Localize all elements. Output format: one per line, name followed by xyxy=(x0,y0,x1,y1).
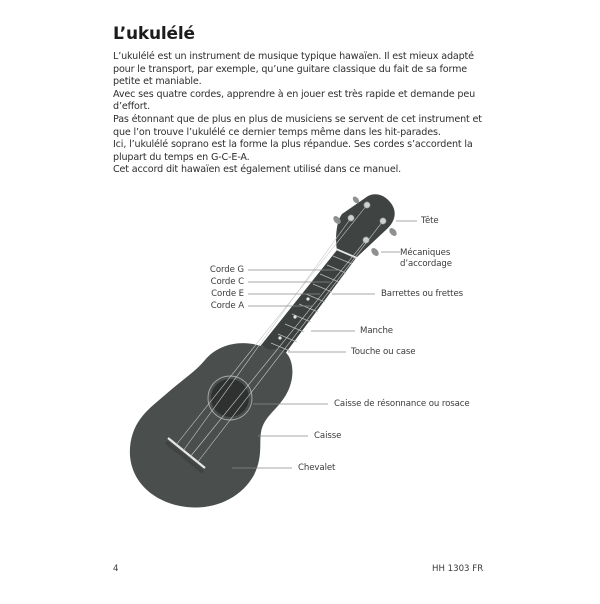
paragraph: Pas étonnant que de plus en plus de musiciens se servent de cet instrument et que l’on trouve l’ukulélé ce dernier temps même dans les hit-parades. xyxy=(113,113,482,138)
label-corde-a: Corde A xyxy=(210,301,244,311)
label-corde-c: Corde C xyxy=(210,277,244,287)
label-chevalet: Chevalet xyxy=(298,463,336,473)
catalog-code: HH 1303 FR xyxy=(432,564,484,574)
label-barrettes: Barrettes ou frettes xyxy=(381,289,464,299)
paragraph: Cet accord dit hawaïen est également utilisé dans ce manuel. xyxy=(113,164,401,176)
ukulele-body xyxy=(130,343,293,507)
page-title: L’ukulélé xyxy=(113,24,195,44)
sound-hole xyxy=(211,379,249,417)
label-touche: Touche ou case xyxy=(351,347,416,357)
page-number: 4 xyxy=(113,564,119,574)
label-manche: Manche xyxy=(360,326,393,336)
paragraph: L’ukulélé est un instrument de musique typique hawaïen. Il est mieux adapté pour le transport, par exemple, qu’une guitare classique du fait de sa forme petite et maniable. xyxy=(113,51,474,88)
paragraph: Avec ses quatre cordes, apprendre à en jouer est très rapide et demande peu d’effort. xyxy=(113,88,476,113)
label-corde-g: Corde G xyxy=(209,265,244,275)
label-accordage: d’accordage xyxy=(400,259,452,269)
paragraph: Ici, l’ukulélé soprano est la forme la plus répandue. Ses cordes s’accordent la plupart du temps en G-C-E-A. xyxy=(113,139,473,163)
label-rosace: Caisse de résonnance ou rosace xyxy=(334,399,470,409)
label-mecaniques: Mécaniques xyxy=(400,248,451,258)
label-tete: Tête xyxy=(421,216,439,226)
label-corde-e: Corde E xyxy=(211,289,244,299)
ukulele-headstock xyxy=(332,194,398,258)
label-caisse: Caisse xyxy=(314,431,342,441)
